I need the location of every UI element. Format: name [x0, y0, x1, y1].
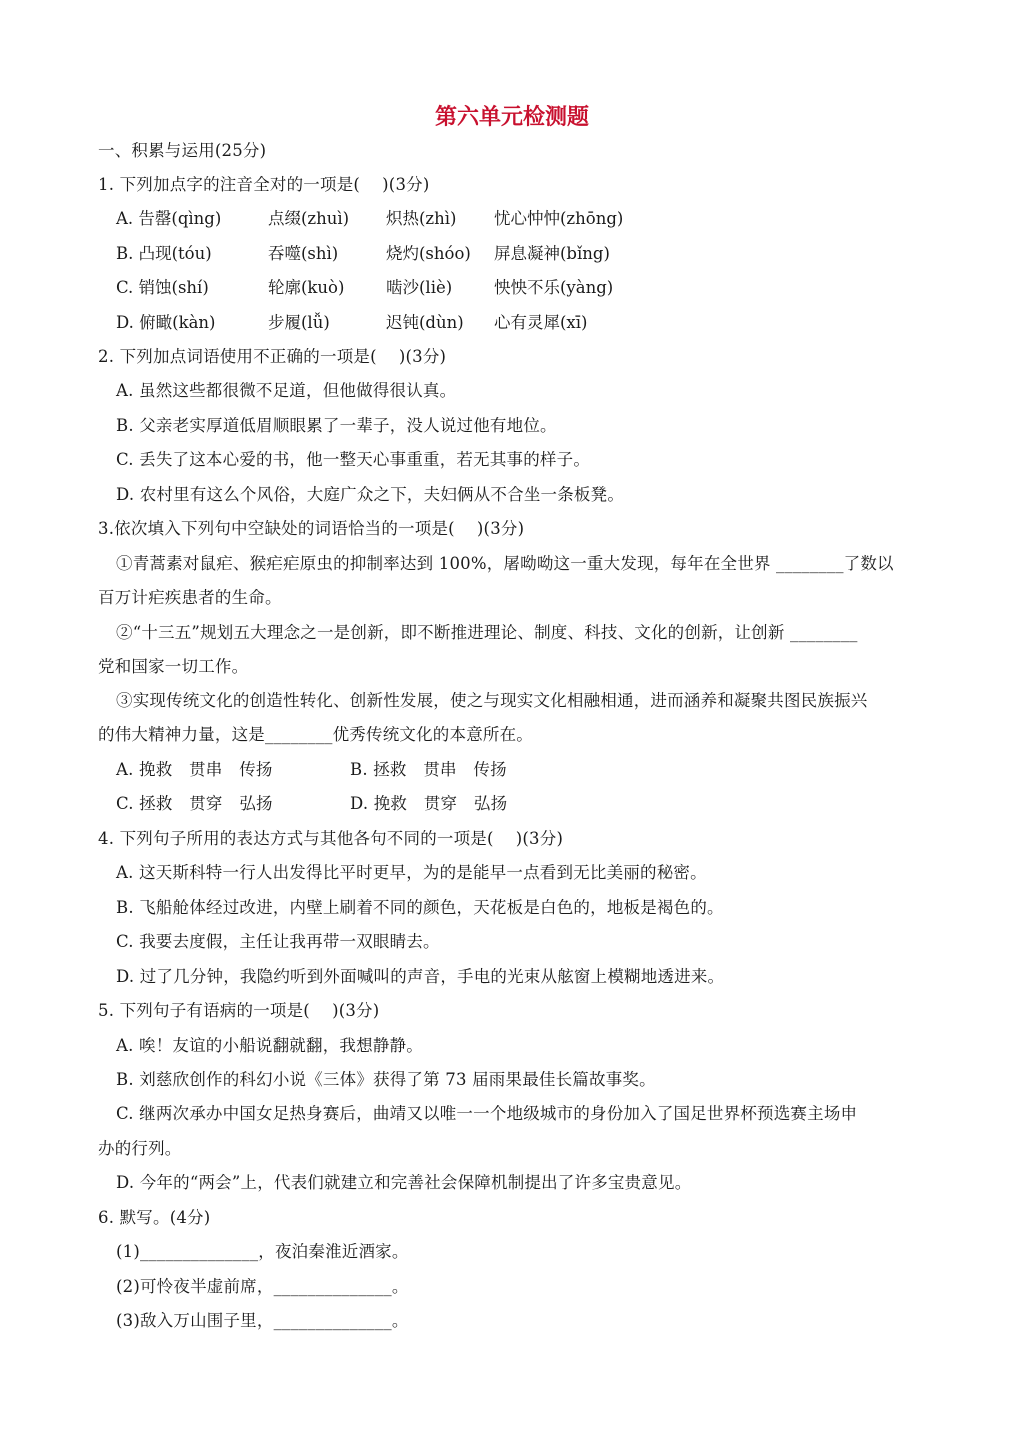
q3-sentence-2: ②“十三五”规划五大理念之一是创新，即不断推进理论、制度、科技、文化的创新，让创新 ________ — [116, 623, 858, 642]
q2-option-b: B. 父亲老实厚道低眉顺眼累了一辈子，没人说过他有地位。 — [116, 416, 557, 435]
q1-option-b: B. 凸现(tóu) — [116, 244, 212, 263]
question-1-stem: 1. 下列加点字的注音全对的一项是( )(3分) — [98, 175, 430, 194]
q1-option-c-word4: 怏怏不乐(yàng) — [494, 278, 614, 297]
q1-option-c: C. 销蚀(shí) — [116, 278, 209, 297]
q1-option-a: A. 告罄(qìng) — [116, 209, 222, 228]
q1-option-b-word2: 吞噬(shì) — [268, 244, 339, 263]
q3-sentence-3: ③实现传统文化的创造性转化、创新性发展，使之与现实文化相融相通，进而涵养和凝聚共图民族振兴 — [116, 691, 868, 710]
q2-option-d: D. 农村里有这么个风俗，大庭广众之下，夫妇俩从不合坐一条板凳。 — [116, 485, 625, 504]
q3-sentence-2-cont: 党和国家一切工作。 — [98, 657, 249, 676]
q1-option-d-word4: 心有灵犀(xī) — [494, 313, 588, 332]
q1-option-d: D. 俯瞰(kàn) — [116, 313, 216, 332]
q3-option-d: D. 挽救 贯穿 弘扬 — [350, 794, 508, 813]
q1-option-c-word3: 啮沙(liè) — [386, 278, 453, 297]
q6-blank-2: (2)可怜夜半虚前席，______________。 — [116, 1277, 409, 1296]
question-5-stem: 5. 下列句子有语病的一项是( )(3分) — [98, 1001, 380, 1020]
question-6-stem: 6. 默写。(4分) — [98, 1208, 211, 1227]
question-4-stem: 4. 下列句子所用的表达方式与其他各句不同的一项是( )(3分) — [98, 829, 564, 848]
q1-option-d-word2: 步履(lǚ) — [268, 313, 330, 332]
q4-option-b: B. 飞船舱体经过改进，内壁上刷着不同的颜色，天花板是白色的，地板是褐色的。 — [116, 898, 724, 917]
q1-option-a-word4: 忧心忡忡(zhōng) — [494, 209, 624, 228]
q5-option-c: C. 继两次承办中国女足热身赛后，曲靖又以唯一一个地级城市的身份加入了国足世界杯预选赛主场申 — [116, 1104, 858, 1123]
q6-blank-1: (1)______________，夜泊秦淮近酒家。 — [116, 1242, 409, 1261]
q5-option-a: A. 唉！友谊的小船说翻就翻，我想静静。 — [116, 1036, 423, 1055]
q3-sentence-1: ①青蒿素对鼠疟、猴疟疟原虫的抑制率达到 100%，屠呦呦这一重大发现，每年在全世界 ________了数以 — [116, 554, 894, 573]
q4-option-c: C. 我要去度假，主任让我再带一双眼睛去。 — [116, 932, 440, 951]
section-heading: 一、积累与运用(25分) — [98, 141, 267, 160]
q1-option-a-word3: 炽热(zhì) — [386, 209, 457, 228]
q4-option-d: D. 过了几分钟，我隐约听到外面喊叫的声音，手电的光束从舷窗上模糊地透进来。 — [116, 967, 725, 986]
q1-option-b-word4: 屏息凝神(bǐng) — [494, 244, 610, 263]
q3-option-c: C. 拯救 贯穿 弘扬 — [116, 794, 273, 813]
q6-blank-3: (3)敌入万山围子里，______________。 — [116, 1311, 409, 1330]
q3-sentence-1-cont: 百万计疟疾患者的生命。 — [98, 588, 282, 607]
page-title: 第六单元检测题 — [434, 104, 589, 130]
q5-option-c-cont: 办的行列。 — [98, 1139, 182, 1158]
q3-option-b: B. 拯救 贯串 传扬 — [350, 760, 507, 779]
q2-option-a: A. 虽然这些都很微不足道，但他做得很认真。 — [116, 381, 457, 400]
question-3-stem: 3.依次填入下列句中空缺处的词语恰当的一项是( )(3分) — [98, 519, 525, 538]
q1-option-b-word3: 烧灼(shóo) — [386, 244, 471, 263]
q3-sentence-3-cont: 的伟大精神力量，这是________优秀传统文化的本意所在。 — [98, 725, 533, 744]
q5-option-d: D. 今年的“两会”上，代表们就建立和完善社会保障机制提出了许多宝贵意见。 — [116, 1173, 692, 1192]
question-2-stem: 2. 下列加点词语使用不正确的一项是( )(3分) — [98, 347, 447, 366]
q5-option-b: B. 刘慈欣创作的科幻小说《三体》获得了第 73 届雨果最佳长篇故事奖。 — [116, 1070, 656, 1089]
q3-option-a: A. 挽救 贯串 传扬 — [116, 760, 273, 779]
q2-option-c: C. 丢失了这本心爱的书，他一整天心事重重，若无其事的样子。 — [116, 450, 591, 469]
q1-option-c-word2: 轮廓(kuò) — [268, 278, 345, 297]
q4-option-a: A. 这天斯科特一行人出发得比平时更早，为的是能早一点看到无比美丽的秘密。 — [116, 863, 707, 882]
q1-option-a-word2: 点缀(zhuì) — [268, 209, 350, 228]
q1-option-d-word3: 迟钝(dùn) — [386, 313, 464, 332]
